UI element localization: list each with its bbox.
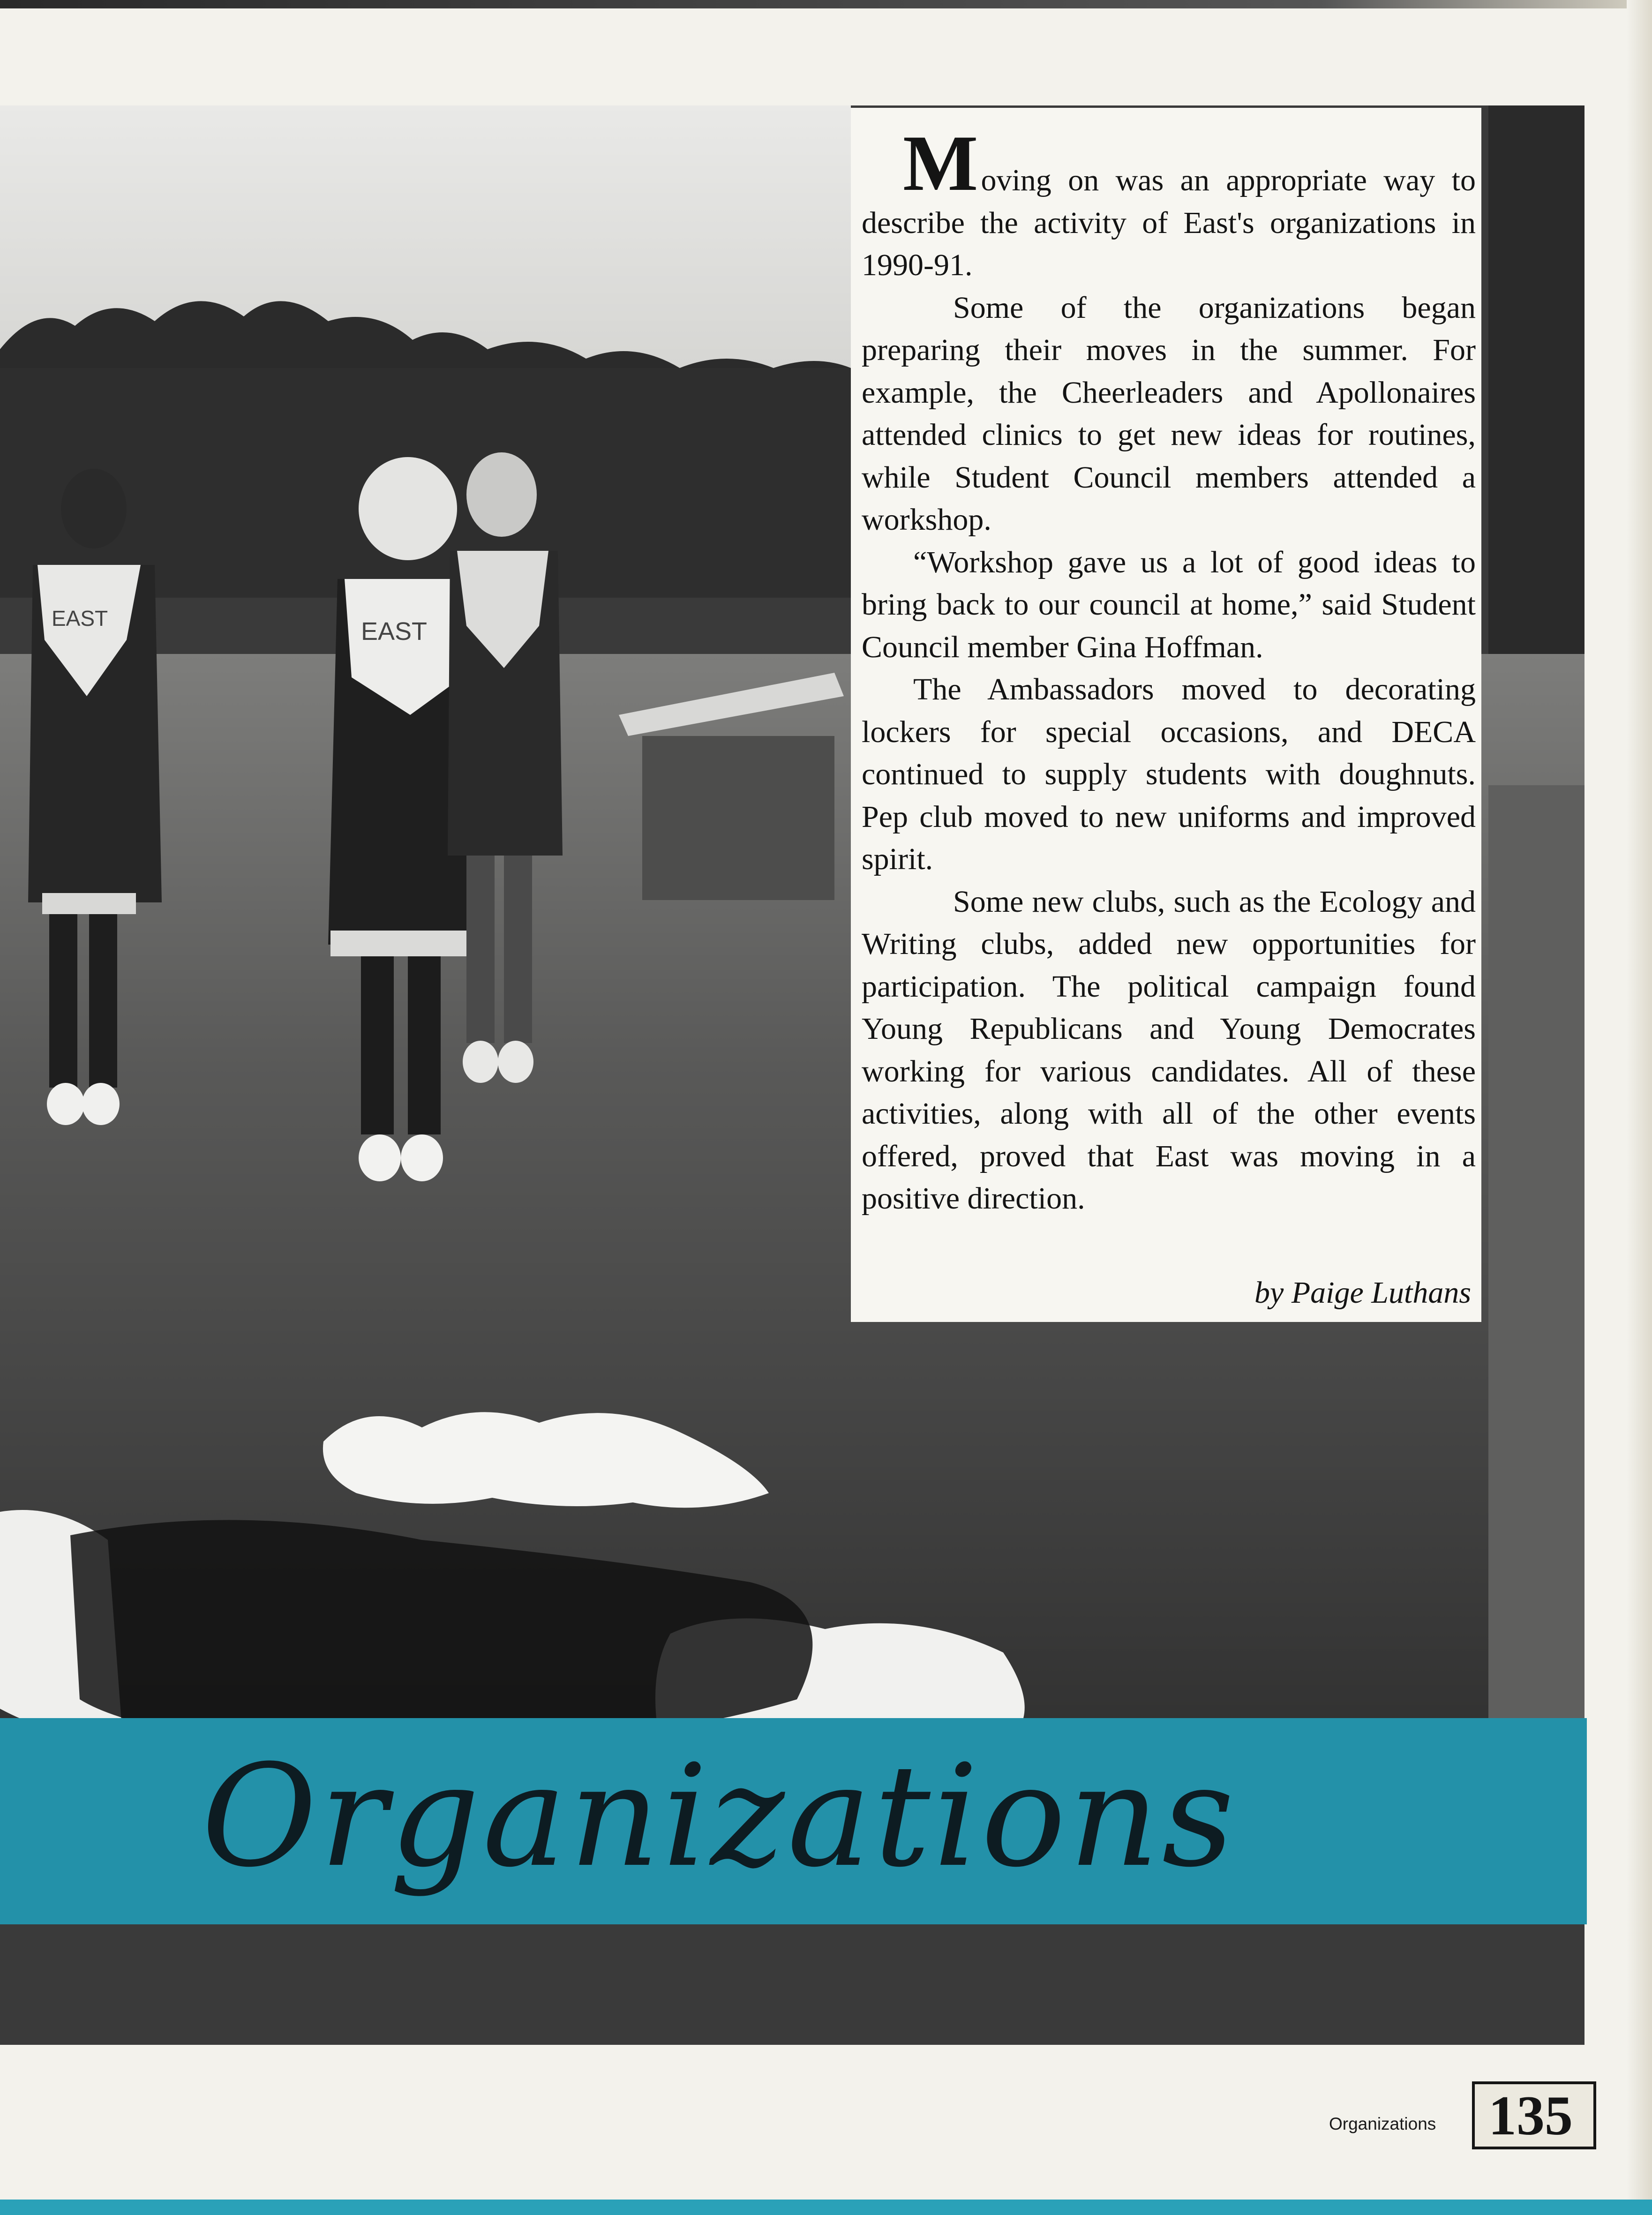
page-right-edge	[1627, 0, 1652, 2215]
article-paragraph-5: Some new clubs, such as the Ecology and Writing clubs, added new opportunities for participation. The political campaign found Young Republicans and Young Democrates working for various candidates. All of these activities, along with all of the other events offered, proved that East was moving in a positive direction.	[862, 884, 1476, 1216]
bottom-color-strip	[0, 2200, 1652, 2215]
uniform-text-left: EAST	[52, 606, 108, 631]
drop-cap: M	[903, 119, 978, 207]
article-body	[862, 119, 1476, 1220]
article-paragraph-4: The Ambassadors moved to decorating lockers for special occasions, and DECA continued to supply students with doughnuts. Pep club moved to new uniforms and improved spirit.	[862, 672, 1476, 876]
page-number: 135	[1488, 2084, 1573, 2147]
article-paragraph-3: “Workshop gave us a lot of good ideas to bring back to our council at home,” said Student Council member Gina Hoffman.	[862, 545, 1476, 664]
article-paragraph-1	[862, 119, 1476, 287]
article-paragraph-2: Some of the organizations began preparing their moves in the summer. For example, the Cheerleaders and Apollonaires attended clinics to get new ideas for routines, while Student Council members attended a workshop.	[862, 290, 1476, 537]
footer-section-label: Organizations	[1329, 2114, 1436, 2133]
uniform-text-center: EAST	[361, 617, 428, 646]
page-top-edge	[0, 0, 1652, 8]
article-paragraph-1-text: oving on was an appropriate way to describe the activity of East's organizations in 1990-91.	[862, 163, 1476, 282]
section-title: Organizations	[202, 1734, 1237, 1898]
article-byline: by Paige Luthans	[1254, 1276, 1471, 1310]
